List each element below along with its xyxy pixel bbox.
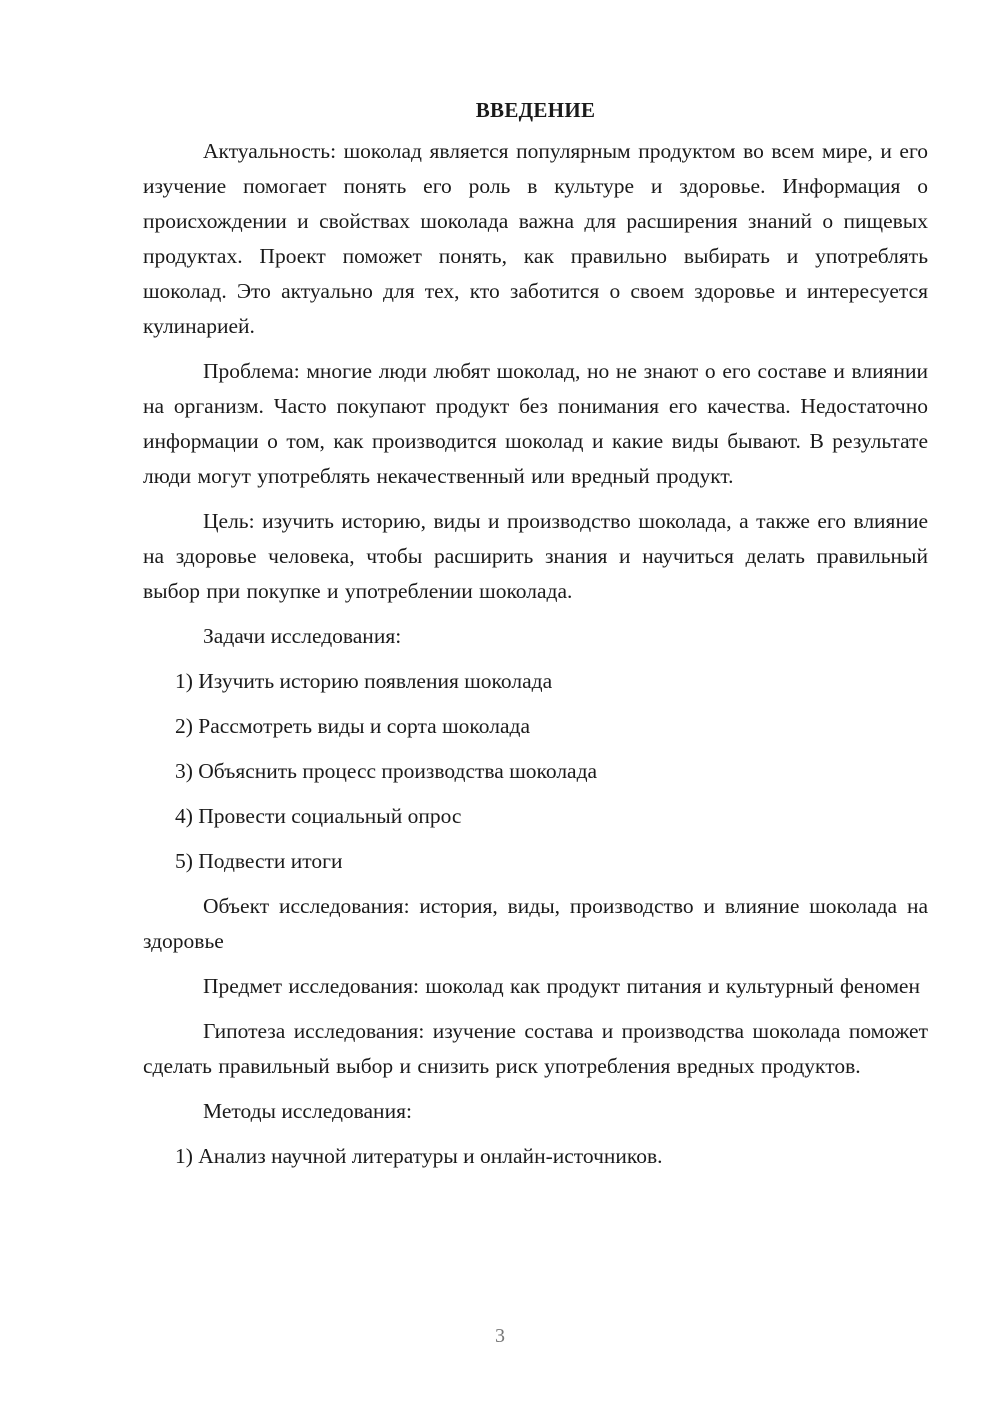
goal-paragraph: Цель: изучить историю, виды и производство шоколада, а также его влияние на здоровье человека, чтобы расширить знания и научиться делать правильный выбор при покупке и употреблении шоколада. xyxy=(143,509,928,603)
document-page xyxy=(143,94,928,1184)
methods-list xyxy=(143,1139,928,1174)
methods-label: Методы исследования: xyxy=(203,1099,412,1123)
list-item: 2) Рассмотреть виды и сорта шоколада xyxy=(175,714,530,738)
subject-paragraph: Предмет исследования: шоколад как продукт питания и культурный феномен xyxy=(203,974,920,998)
tasks-label: Задачи исследования: xyxy=(203,624,402,648)
list-item: 4) Провести социальный опрос xyxy=(175,804,462,828)
list-item: 1) Изучить историю появления шоколада xyxy=(175,669,553,693)
relevance-paragraph: Актуальность: шоколад является популярным продуктом во всем мире, и его изучение помогает понять его роль в культуре и здоровье. Информация о происхождении и свойствах шоколада важна для расширения знаний о пищевых продуктах. Проект поможет понять, как правильно выбирать и употреблять шоколад. Это актуально для тех, кто заботится о своем здоровье и интересуется кулинарией. xyxy=(143,139,928,338)
list-item: 5) Подвести итоги xyxy=(175,849,343,873)
list-item: 1) Анализ научной литературы и онлайн-источников. xyxy=(175,1144,663,1168)
page-number: 3 xyxy=(495,1325,505,1347)
hypothesis-paragraph: Гипотеза исследования: изучение состава и производства шоколада поможет сделать правильный выбор и снизить риск употребления вредных продуктов. xyxy=(143,1019,928,1078)
list-item: 3) Объяснить процесс производства шоколада xyxy=(175,759,598,783)
object-paragraph: Объект исследования: история, виды, производство и влияние шоколада на здоровье xyxy=(143,894,928,953)
problem-paragraph: Проблема: многие люди любят шоколад, но не знают о его составе и влиянии на организм. Часто покупают продукт без понимания его качества. Недостаточно информации о том, как производится шоколад и какие виды бывают. В результате люди могут употреблять некачественный или вредный продукт. xyxy=(143,359,928,488)
tasks-list xyxy=(143,664,928,879)
section-title: ВВЕДЕНИЕ xyxy=(475,98,596,122)
